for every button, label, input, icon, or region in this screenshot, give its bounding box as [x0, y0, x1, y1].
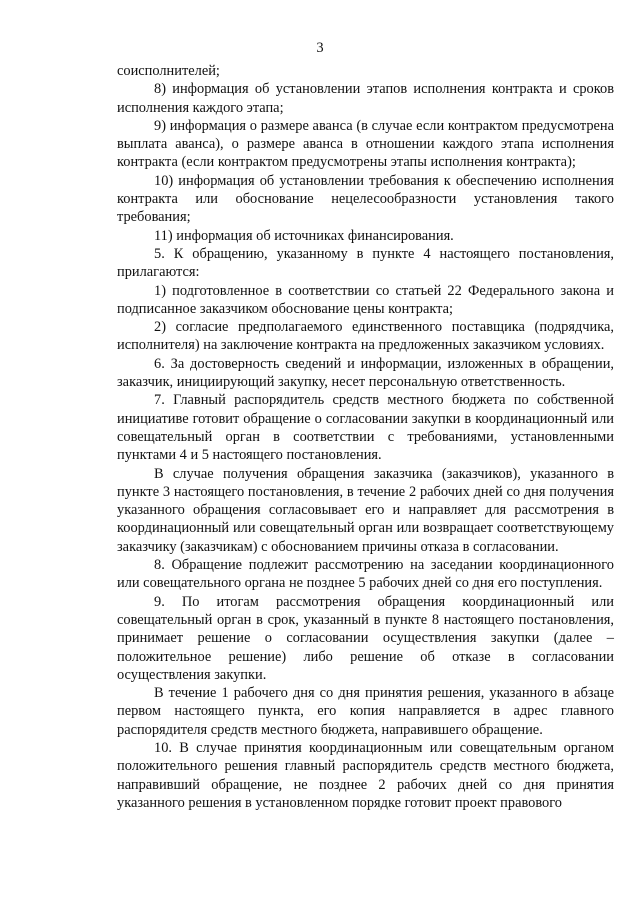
paragraph: 9) информация о размере аванса (в случае если контрактом предусмотрена выплата аванса), о размере аванса в отношении каждого этапа исполнения контракта (если контрактом предусмотрены этапы исполнения контракта);	[117, 117, 614, 171]
paragraph: 1) подготовленное в соответствии со статьей 22 Федерального закона и подписанное заказчиком обоснование цены контракта;	[117, 282, 614, 317]
paragraph: В течение 1 рабочего дня со дня принятия решения, указанного в абзаце первом настоящего пункта, его копия направляется в адрес главного распорядителя средств местного бюджета, направившего обращение.	[117, 685, 614, 738]
paragraph: 8) информация об установлении этапов исполнения контракта и сроков исполнения каждого этапа;	[117, 81, 614, 116]
paragraph: 11) информация об источниках финансирования.	[154, 227, 454, 244]
paragraph: 5. К обращению, указанному в пункте 4 настоящего постановления, прилагаются:	[117, 245, 614, 281]
paragraph: 10) информация об установлении требования к обеспечению исполнения контракта или обоснование нецелесообразности установления такого требования;	[117, 172, 614, 226]
paragraph: 9. По итогам рассмотрения обращения координационный или совещательный орган в срок, указанный в пункте 8 настоящего постановления, принимает решение о согласовании осуществления закупки (далее – положительное решение) либо решение об отказе в согласовании осуществления закупки.	[117, 593, 614, 683]
paragraph: 2) согласие предполагаемого единственного поставщика (подрядчика, исполнителя) на заключение контракта на предложенных заказчиком условиях.	[117, 319, 614, 354]
paragraph: соисполнителей;	[117, 63, 220, 79]
page-number: 3	[316, 40, 324, 56]
paragraph: В случае получения обращения заказчика (заказчиков), указанного в пункте 3 настоящего постановления, в течение 2 рабочих дней со дня получения указанного обращения согласовывает его и направляет для рассмотрения в координационный или совещательный орган или возвращает соответствующему заказчику (заказчикам) с обоснованием причины отказа в согласовании.	[117, 465, 614, 555]
document-body	[117, 62, 614, 812]
paragraph: 8. Обращение подлежит рассмотрению на заседании координационного или совещательного органа не позднее 5 рабочих дней со дня его поступления.	[117, 557, 614, 592]
paragraph: 6. За достоверность сведений и информации, изложенных в обращении, заказчик, инициирующий закупку, несет персональную ответственность.	[117, 355, 614, 391]
paragraph: 7. Главный распорядитель средств местного бюджета по собственной инициативе готовит обращение о согласовании закупки в координационный или совещательный орган в соответствии с требованиями, установленными пунктами 4 и 5 настоящего постановления.	[117, 392, 614, 464]
paragraph: 10. В случае принятия координационным или совещательным органом положительного решения главный распорядитель средств местного бюджета, направивший обращение, не позднее 2 рабочих дней со дня принятия указанного решения в установленном порядке готовит проект правового	[117, 739, 614, 811]
